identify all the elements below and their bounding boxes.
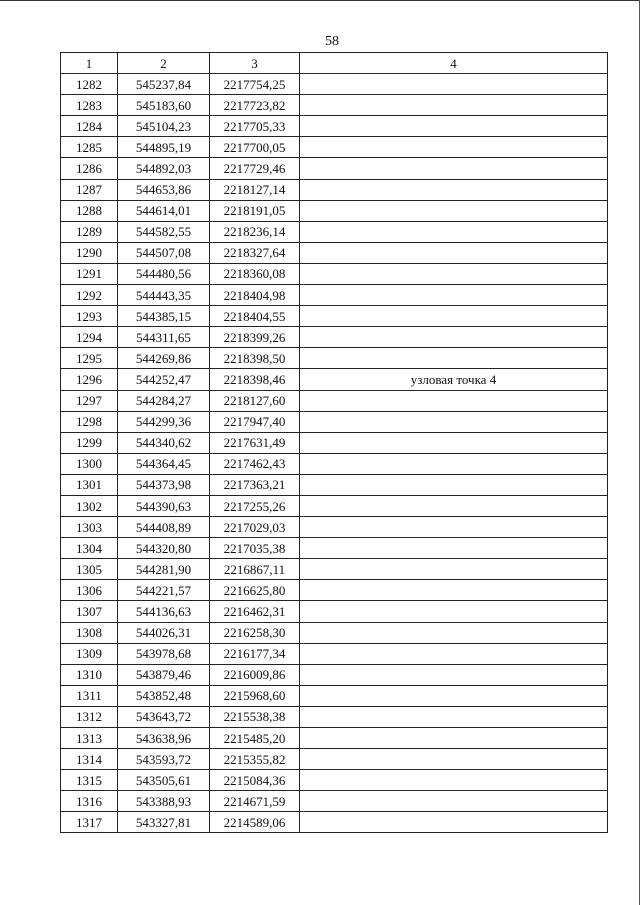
y-coordinate-cell: 2217363,21 — [210, 474, 300, 495]
note-cell — [300, 622, 608, 643]
table-row — [61, 390, 608, 411]
x-coordinate-cell: 544390,63 — [118, 495, 210, 516]
x-coordinate-cell: 543593,72 — [118, 749, 210, 770]
point-number-cell: 1285 — [61, 137, 118, 158]
point-number-cell: 1302 — [61, 495, 118, 516]
y-coordinate-cell: 2218404,55 — [210, 306, 300, 327]
note-cell — [300, 179, 608, 200]
x-coordinate-cell: 544443,35 — [118, 285, 210, 306]
note-cell — [300, 390, 608, 411]
y-coordinate-cell: 2215355,82 — [210, 749, 300, 770]
note-cell — [300, 221, 608, 242]
x-coordinate-cell: 544136,63 — [118, 601, 210, 622]
note-cell — [300, 770, 608, 791]
note-cell — [300, 538, 608, 559]
header-cell-4: 4 — [300, 53, 608, 74]
y-coordinate-cell: 2218360,08 — [210, 263, 300, 284]
note-cell: узловая точка 4 — [300, 369, 608, 390]
table-row — [61, 116, 608, 137]
y-coordinate-cell: 2218398,50 — [210, 348, 300, 369]
y-coordinate-cell: 2217255,26 — [210, 495, 300, 516]
x-coordinate-cell: 545183,60 — [118, 95, 210, 116]
y-coordinate-cell: 2216867,11 — [210, 559, 300, 580]
note-cell — [300, 74, 608, 95]
note-cell — [300, 411, 608, 432]
point-number-cell: 1288 — [61, 200, 118, 221]
table-row — [61, 812, 608, 833]
x-coordinate-cell: 544614,01 — [118, 200, 210, 221]
note-cell — [300, 559, 608, 580]
table-row — [61, 200, 608, 221]
x-coordinate-cell: 544653,86 — [118, 179, 210, 200]
page-number: 58 — [325, 34, 339, 49]
note-cell — [300, 580, 608, 601]
table-row — [61, 242, 608, 263]
note-cell — [300, 643, 608, 664]
point-number-cell: 1306 — [61, 580, 118, 601]
note-cell — [300, 517, 608, 538]
table-row — [61, 706, 608, 727]
y-coordinate-cell: 2216462,31 — [210, 601, 300, 622]
point-number-cell: 1310 — [61, 664, 118, 685]
table-row — [61, 622, 608, 643]
table-header-row — [61, 53, 608, 74]
note-cell — [300, 791, 608, 812]
y-coordinate-cell: 2218399,26 — [210, 327, 300, 348]
header-cell-1: 1 — [61, 53, 118, 74]
note-cell — [300, 158, 608, 179]
x-coordinate-cell: 545104,23 — [118, 116, 210, 137]
point-number-cell: 1315 — [61, 770, 118, 791]
y-coordinate-cell: 2217631,49 — [210, 432, 300, 453]
table-row — [61, 664, 608, 685]
point-number-cell: 1294 — [61, 327, 118, 348]
point-number-cell: 1287 — [61, 179, 118, 200]
x-coordinate-cell: 543978,68 — [118, 643, 210, 664]
table-row — [61, 495, 608, 516]
table-row — [61, 327, 608, 348]
point-number-cell: 1286 — [61, 158, 118, 179]
x-coordinate-cell: 544892,03 — [118, 158, 210, 179]
y-coordinate-cell: 2218236,14 — [210, 221, 300, 242]
table-row — [61, 791, 608, 812]
note-cell — [300, 453, 608, 474]
table-row — [61, 453, 608, 474]
note-cell — [300, 116, 608, 137]
note-cell — [300, 749, 608, 770]
header-cell-2: 2 — [118, 53, 210, 74]
x-coordinate-cell: 544507,08 — [118, 242, 210, 263]
table-row — [61, 728, 608, 749]
x-coordinate-cell: 544281,90 — [118, 559, 210, 580]
point-number-cell: 1305 — [61, 559, 118, 580]
x-coordinate-cell: 544320,80 — [118, 538, 210, 559]
table-row — [61, 306, 608, 327]
x-coordinate-cell: 543852,48 — [118, 685, 210, 706]
y-coordinate-cell: 2217754,25 — [210, 74, 300, 95]
x-coordinate-cell: 544385,15 — [118, 306, 210, 327]
note-cell — [300, 432, 608, 453]
y-coordinate-cell: 2218398,46 — [210, 369, 300, 390]
x-coordinate-cell: 544373,98 — [118, 474, 210, 495]
x-coordinate-cell: 544895,19 — [118, 137, 210, 158]
point-number-cell: 1296 — [61, 369, 118, 390]
x-coordinate-cell: 543879,46 — [118, 664, 210, 685]
table-row — [61, 263, 608, 284]
y-coordinate-cell: 2218127,60 — [210, 390, 300, 411]
table-row — [61, 770, 608, 791]
y-coordinate-cell: 2218191,05 — [210, 200, 300, 221]
x-coordinate-cell: 544364,45 — [118, 453, 210, 474]
point-number-cell: 1317 — [61, 812, 118, 833]
table-row — [61, 517, 608, 538]
y-coordinate-cell: 2216625,80 — [210, 580, 300, 601]
table-row — [61, 432, 608, 453]
table-row — [61, 348, 608, 369]
point-number-cell: 1297 — [61, 390, 118, 411]
table-row — [61, 137, 608, 158]
note-cell — [300, 200, 608, 221]
table-row — [61, 643, 608, 664]
note-cell — [300, 306, 608, 327]
x-coordinate-cell: 544582,55 — [118, 221, 210, 242]
y-coordinate-cell: 2216009,86 — [210, 664, 300, 685]
table-row — [61, 95, 608, 116]
y-coordinate-cell: 2217029,03 — [210, 517, 300, 538]
table-row — [61, 285, 608, 306]
x-coordinate-cell: 544221,57 — [118, 580, 210, 601]
table-row — [61, 685, 608, 706]
note-cell — [300, 601, 608, 622]
point-number-cell: 1309 — [61, 643, 118, 664]
table-row — [61, 559, 608, 580]
y-coordinate-cell: 2218404,98 — [210, 285, 300, 306]
table-row — [61, 369, 608, 390]
note-cell — [300, 327, 608, 348]
x-coordinate-cell: 543643,72 — [118, 706, 210, 727]
x-coordinate-cell: 543327,81 — [118, 812, 210, 833]
x-coordinate-cell: 543638,96 — [118, 728, 210, 749]
note-cell — [300, 728, 608, 749]
point-number-cell: 1313 — [61, 728, 118, 749]
page-edge-top — [0, 0, 640, 1]
point-number-cell: 1295 — [61, 348, 118, 369]
point-number-cell: 1299 — [61, 432, 118, 453]
x-coordinate-cell: 544408,89 — [118, 517, 210, 538]
x-coordinate-cell: 544340,62 — [118, 432, 210, 453]
y-coordinate-cell: 2216177,34 — [210, 643, 300, 664]
y-coordinate-cell: 2217462,43 — [210, 453, 300, 474]
table-row — [61, 158, 608, 179]
note-cell — [300, 95, 608, 116]
note-cell — [300, 474, 608, 495]
point-number-cell: 1289 — [61, 221, 118, 242]
y-coordinate-cell: 2217723,82 — [210, 95, 300, 116]
point-number-cell: 1304 — [61, 538, 118, 559]
table-row — [61, 179, 608, 200]
point-number-cell: 1282 — [61, 74, 118, 95]
header-cell-3: 3 — [210, 53, 300, 74]
note-cell — [300, 263, 608, 284]
x-coordinate-cell: 543505,61 — [118, 770, 210, 791]
y-coordinate-cell: 2216258,30 — [210, 622, 300, 643]
point-number-cell: 1293 — [61, 306, 118, 327]
table-row — [61, 411, 608, 432]
y-coordinate-cell: 2214671,59 — [210, 791, 300, 812]
y-coordinate-cell: 2217035,38 — [210, 538, 300, 559]
point-number-cell: 1312 — [61, 706, 118, 727]
note-cell — [300, 812, 608, 833]
note-cell — [300, 137, 608, 158]
y-coordinate-cell: 2215084,36 — [210, 770, 300, 791]
table-row — [61, 580, 608, 601]
point-number-cell: 1300 — [61, 453, 118, 474]
point-number-cell: 1314 — [61, 749, 118, 770]
y-coordinate-cell: 2215968,60 — [210, 685, 300, 706]
table-row — [61, 601, 608, 622]
y-coordinate-cell: 2218127,14 — [210, 179, 300, 200]
y-coordinate-cell: 2218327,64 — [210, 242, 300, 263]
x-coordinate-cell: 545237,84 — [118, 74, 210, 95]
point-number-cell: 1311 — [61, 685, 118, 706]
x-coordinate-cell: 543388,93 — [118, 791, 210, 812]
x-coordinate-cell: 544252,47 — [118, 369, 210, 390]
point-number-cell: 1284 — [61, 116, 118, 137]
point-number-cell: 1303 — [61, 517, 118, 538]
note-cell — [300, 495, 608, 516]
table-row — [61, 221, 608, 242]
x-coordinate-cell: 544299,36 — [118, 411, 210, 432]
coordinates-table — [60, 52, 608, 833]
x-coordinate-cell: 544026,31 — [118, 622, 210, 643]
point-number-cell: 1308 — [61, 622, 118, 643]
point-number-cell: 1292 — [61, 285, 118, 306]
y-coordinate-cell: 2217947,40 — [210, 411, 300, 432]
y-coordinate-cell: 2217700,05 — [210, 137, 300, 158]
x-coordinate-cell: 544480,56 — [118, 263, 210, 284]
x-coordinate-cell: 544269,86 — [118, 348, 210, 369]
y-coordinate-cell: 2217729,46 — [210, 158, 300, 179]
table-row — [61, 474, 608, 495]
x-coordinate-cell: 544311,65 — [118, 327, 210, 348]
point-number-cell: 1316 — [61, 791, 118, 812]
table-row — [61, 538, 608, 559]
table-row — [61, 74, 608, 95]
x-coordinate-cell: 544284,27 — [118, 390, 210, 411]
point-number-cell: 1298 — [61, 411, 118, 432]
point-number-cell: 1283 — [61, 95, 118, 116]
note-cell — [300, 664, 608, 685]
point-number-cell: 1307 — [61, 601, 118, 622]
y-coordinate-cell: 2215538,38 — [210, 706, 300, 727]
point-number-cell: 1291 — [61, 263, 118, 284]
note-cell — [300, 685, 608, 706]
note-cell — [300, 348, 608, 369]
y-coordinate-cell: 2214589,06 — [210, 812, 300, 833]
note-cell — [300, 706, 608, 727]
note-cell — [300, 285, 608, 306]
table-row — [61, 749, 608, 770]
point-number-cell: 1290 — [61, 242, 118, 263]
table-body — [61, 74, 608, 833]
y-coordinate-cell: 2217705,33 — [210, 116, 300, 137]
y-coordinate-cell: 2215485,20 — [210, 728, 300, 749]
point-number-cell: 1301 — [61, 474, 118, 495]
note-cell — [300, 242, 608, 263]
